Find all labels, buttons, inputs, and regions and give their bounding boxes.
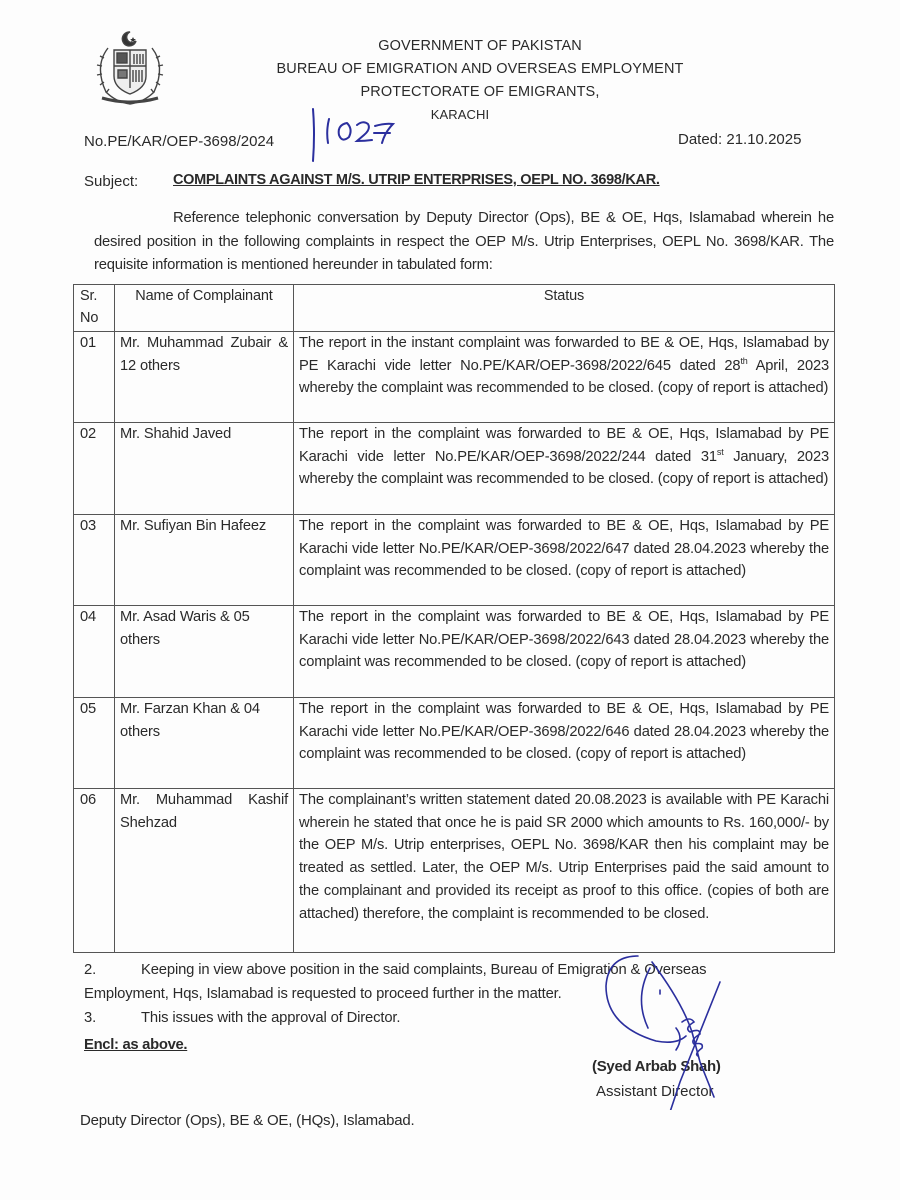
recipient-address: Deputy Director (Ops), BE & OE, (HQs), Islamabad.: [80, 1112, 415, 1129]
letterhead-city: KARACHI: [430, 107, 490, 122]
intro-paragraph: [94, 207, 834, 278]
state-emblem-icon: [80, 28, 180, 108]
table-row: [74, 606, 835, 698]
status-text: The report in the instant complaint was forwarded to BE & OE, Hqs, Islamabad by PE Karachi vide letter No.PE/KAR/OEP-3698/2022/645 dated 28: [299, 335, 829, 374]
reference-number: No.PE/KAR/OEP-3698/2024: [84, 133, 275, 150]
cell-name: Mr. Muhammad Zubair & 12 others: [115, 332, 294, 423]
complaints-table: [73, 284, 835, 953]
subject-text: COMPLAINTS AGAINST M/S. UTRIP ENTERPRISES, OEPL NO. 3698/KAR.: [173, 172, 660, 188]
table-row: [74, 698, 835, 789]
cell-status: The complainant’s written statement dated 20.08.2023 is available with PE Karachi wherein he stated that once he is paid SR 2000 which amounts to Rs. 160,000/- by the OEP M/s. Utrip enterprises, OEPL No. 3698/KAR then his complaint may be treated as settled. Later, the OEP M/s. Utrip Enterprises paid the said amount to the complainant and provided its receipt as proof to this office. (copies of both are attached) therefore, the complaint is recommended to be closed.: [294, 789, 835, 953]
table-row: [74, 515, 835, 606]
paragraph-2-line-2: Employment, Hqs, Islamabad is requested to proceed further in the matter.: [84, 986, 562, 1002]
table-row: [74, 789, 835, 953]
handwritten-signature: [590, 950, 750, 1110]
enclosure-note: Encl: as above.: [84, 1037, 188, 1053]
paragraph-3-number: 3.: [84, 1010, 97, 1026]
status-text: The report in the complaint was forwarded to BE & OE, Hqs, Islamabad by PE Karachi vide letter No.PE/KAR/OEP-3698/2022/244 dated 31: [299, 426, 829, 465]
table-header-row: [74, 285, 835, 332]
cell-name: Mr. Sufiyan Bin Hafeez: [115, 515, 294, 606]
letterhead-bureau: BUREAU OF EMIGRATION AND OVERSEAS EMPLOYMENT: [276, 61, 684, 77]
status-ordinal: st: [716, 446, 724, 457]
paragraph-2-text: Keeping in view above position in the said complaints, Bureau of Emigration & Overseas: [141, 962, 707, 978]
cell-sr: 04: [74, 606, 115, 698]
cell-status: The report in the complaint was forwarded to BE & OE, Hqs, Islamabad by PE Karachi vide letter No.PE/KAR/OEP-3698/2022/647 dated 28.04.2023 whereby the complaint was recommended to be closed. (copy of report is attached): [294, 515, 835, 606]
letterhead-government: GOVERNMENT OF PAKISTAN: [378, 38, 582, 54]
cell-sr: 05: [74, 698, 115, 789]
cell-name: Mr. Asad Waris & 05 others: [115, 606, 294, 698]
paragraph-3-text: This issues with the approval of Director.: [141, 1010, 401, 1026]
header-sr-no: Sr. No: [74, 285, 115, 332]
handwritten-number-text: 1027: [303, 103, 306, 104]
cell-status: [294, 332, 835, 423]
status-text-cont: April, 2023 whereby the complaint was recommended to be closed. (copy of report is attached): [299, 357, 830, 397]
intro-text: Reference telephonic conversation by Deputy Director (Ops), BE & OE, Hqs, Islamabad wherein he desired position in the following complaints in respect the OEP M/s. Utrip Enterprises, OEPL No. 3698/KAR. The requisite information is mentioned hereunder in tabulated form:: [94, 210, 834, 273]
header-complainant-name: Name of Complainant: [115, 285, 294, 332]
signatory-name: (Syed Arbab Shah): [592, 1058, 721, 1075]
handwritten-diary-number: [303, 103, 413, 163]
status-ordinal: th: [740, 355, 748, 366]
subject-label: Subject:: [84, 173, 139, 190]
cell-sr: 03: [74, 515, 115, 606]
table-row: [74, 332, 835, 423]
letterhead-protectorate: PROTECTORATE OF EMIGRANTS,: [360, 84, 600, 100]
header-status: Status: [294, 285, 835, 332]
table-row: [74, 423, 835, 515]
cell-sr: 02: [74, 423, 115, 515]
letter-date: Dated: 21.10.2025: [678, 131, 802, 148]
cell-name: Mr. Shahid Javed: [115, 423, 294, 515]
status-text-cont: January, 2023 whereby the complaint was recommended to be closed. (copy of report is attached): [299, 448, 829, 488]
signatory-designation: Assistant Director: [596, 1083, 714, 1100]
cell-status: The report in the complaint was forwarded to BE & OE, Hqs, Islamabad by PE Karachi vide letter No.PE/KAR/OEP-3698/2022/646 dated 28.04.2023 whereby the complaint was recommended to be closed. (copy of report is attached): [294, 698, 835, 789]
paragraph-2-number: 2.: [84, 962, 97, 978]
cell-name: Mr. Farzan Khan & 04 others: [115, 698, 294, 789]
cell-name: Mr. Muhammad Kashif Shehzad: [115, 789, 294, 953]
cell-status: [294, 423, 835, 515]
cell-sr: 06: [74, 789, 115, 953]
cell-sr: 01: [74, 332, 115, 423]
cell-status: The report in the complaint was forwarded to BE & OE, Hqs, Islamabad by PE Karachi vide letter No.PE/KAR/OEP-3698/2022/643 dated 28.04.2023 whereby the complaint was recommended to be closed. (copy of report is attached): [294, 606, 835, 698]
